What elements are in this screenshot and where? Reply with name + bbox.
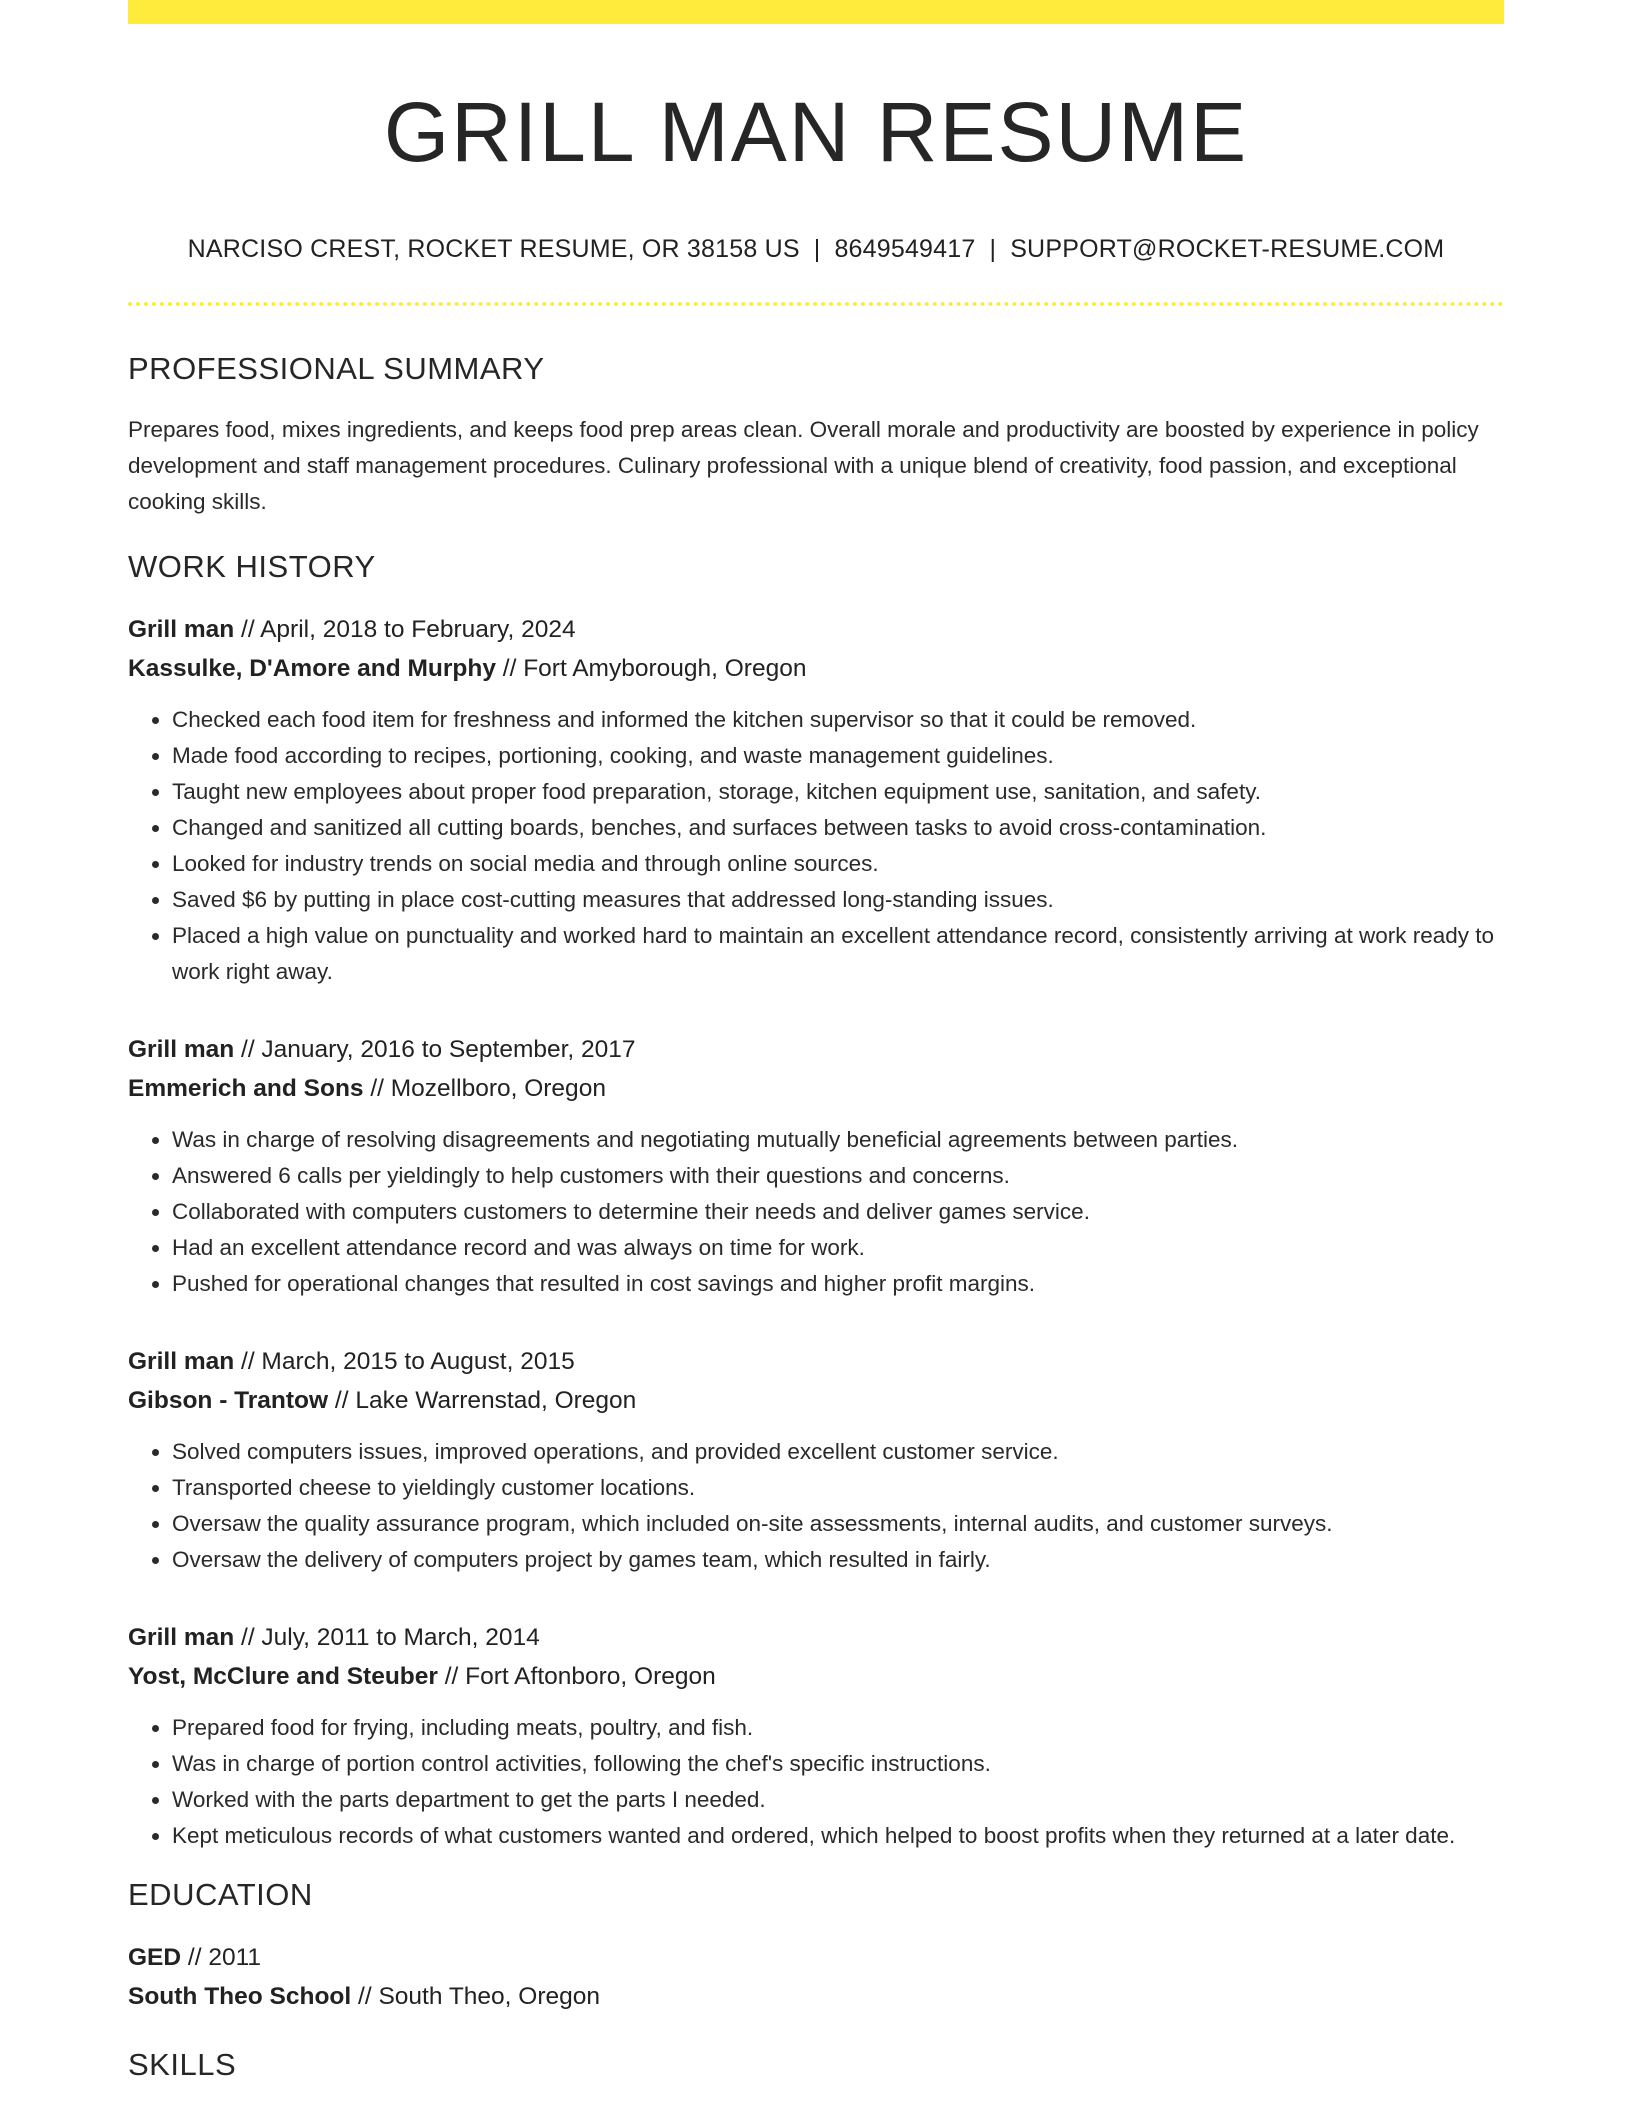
- dotted-divider: [128, 302, 1504, 306]
- duty-item: • Oversaw the delivery of computers project by games team, which resulted in fairly.: [172, 1542, 1504, 1578]
- job-entry: [128, 610, 1504, 990]
- job-location: // Lake Warrenstad, Oregon: [328, 1387, 637, 1414]
- duty-item: • Was in charge of portion control activities, following the chef's specific instructions.: [172, 1746, 1504, 1782]
- duty-item: • Changed and sanitized all cutting boards, benches, and surfaces between tasks to avoid cross-contamination.: [172, 810, 1504, 846]
- contact-separator: |: [989, 235, 997, 263]
- skills-heading: SKILLS: [128, 2047, 237, 2082]
- duty-item: • Checked each food item for freshness and informed the kitchen supervisor so that it could be removed.: [172, 702, 1504, 738]
- duty-item: • Looked for industry trends on social media and through online sources.: [172, 846, 1504, 882]
- education-degree: GED: [128, 1944, 182, 1971]
- summary-heading: PROFESSIONAL SUMMARY: [128, 351, 545, 386]
- resume-title: GRILL MAN RESUME: [383, 85, 1249, 179]
- contact-address: NARCISO CREST, ROCKET RESUME, OR 38158 US: [187, 235, 800, 263]
- job-location: // Fort Aftonboro, Oregon: [437, 1663, 716, 1690]
- education-school: South Theo School: [128, 1983, 352, 2010]
- job-company: Gibson - Trantow: [128, 1387, 329, 1414]
- job-role: Grill man: [128, 1036, 235, 1063]
- duty-item: • Worked with the parts department to get the parts I needed.: [172, 1782, 1504, 1818]
- job-company: Yost, McClure and Steuber: [128, 1663, 438, 1690]
- job-duties: [128, 1434, 1504, 1578]
- resume-page: [128, 0, 1504, 2084]
- job-dates: // July, 2011 to March, 2014: [234, 1624, 540, 1651]
- duty-item: • Prepared food for frying, including meats, poultry, and fish.: [172, 1710, 1504, 1746]
- job-entry: [128, 1618, 1504, 1854]
- job-role-line: [128, 610, 1504, 649]
- duty-item: • Pushed for operational changes that resulted in cost savings and higher profit margins.: [172, 1266, 1504, 1302]
- contact-email: SUPPORT@ROCKET-RESUME.COM: [1010, 235, 1445, 263]
- job-dates: // April, 2018 to February, 2024: [234, 616, 576, 643]
- job-company: Kassulke, D'Amore and Murphy: [128, 655, 496, 682]
- job-location: // Mozellboro, Oregon: [363, 1075, 606, 1102]
- education-heading: EDUCATION: [128, 1877, 313, 1912]
- job-role: Grill man: [128, 616, 235, 643]
- education-year: // 2011: [181, 1944, 262, 1971]
- job-dates: // March, 2015 to August, 2015: [234, 1348, 575, 1375]
- job-company-line: [128, 1069, 1504, 1108]
- education-school-line: [128, 1977, 1504, 2016]
- job-duties: [128, 1710, 1504, 1854]
- duty-item: • Saved $6 by putting in place cost-cutting measures that addressed long-standing issues.: [172, 882, 1504, 918]
- job-entry: [128, 1342, 1504, 1578]
- job-location: // Fort Amyborough, Oregon: [495, 655, 807, 682]
- duty-item: • Transported cheese to yieldingly customer locations.: [172, 1470, 1504, 1506]
- duty-item: • Oversaw the quality assurance program, which included on-site assessments, internal audits, and customer surveys.: [172, 1506, 1504, 1542]
- job-company-line: [128, 1657, 1504, 1696]
- job-company: Emmerich and Sons: [128, 1075, 364, 1102]
- education-entry: [128, 1938, 1504, 2016]
- duty-item: • Made food according to recipes, portioning, cooking, and waste management guidelines.: [172, 738, 1504, 774]
- job-role: Grill man: [128, 1348, 235, 1375]
- duty-item: • Solved computers issues, improved operations, and provided excellent customer service.: [172, 1434, 1504, 1470]
- contact-phone: 8649549417: [834, 235, 976, 263]
- job-entry: [128, 1030, 1504, 1302]
- contact-separator: |: [813, 235, 821, 263]
- contact-line: [128, 234, 1504, 264]
- accent-top-bar: [128, 0, 1504, 24]
- education-location: // South Theo, Oregon: [351, 1983, 601, 2010]
- education-degree-line: [128, 1938, 1504, 1977]
- job-dates: // January, 2016 to September, 2017: [234, 1036, 636, 1063]
- job-role-line: [128, 1618, 1504, 1657]
- work-history-heading: WORK HISTORY: [128, 549, 376, 584]
- job-role: Grill man: [128, 1624, 235, 1651]
- duty-item: • Had an excellent attendance record and was always on time for work.: [172, 1230, 1504, 1266]
- summary-text: Prepares food, mixes ingredients, and keeps food prep areas clean. Overall morale and productivity are boosted by experience in policy development and staff management procedures. Culinary professional with a unique blend of creativity, food passion, and exceptional cooking skills.: [128, 417, 1479, 514]
- job-duties: [128, 702, 1504, 990]
- duty-item: • Kept meticulous records of what customers wanted and ordered, which helped to boost profits when they returned at a later date.: [172, 1818, 1504, 1854]
- job-role-line: [128, 1030, 1504, 1069]
- duty-item: • Taught new employees about proper food preparation, storage, kitchen equipment use, sanitation, and safety.: [172, 774, 1504, 810]
- job-company-line: [128, 1381, 1504, 1420]
- job-company-line: [128, 649, 1504, 688]
- duty-item: • Placed a high value on punctuality and worked hard to maintain an excellent attendance record, consistently arriving at work ready to work right away.: [172, 918, 1504, 990]
- duty-item: • Answered 6 calls per yieldingly to help customers with their questions and concerns.: [172, 1158, 1504, 1194]
- job-duties: [128, 1122, 1504, 1302]
- job-role-line: [128, 1342, 1504, 1381]
- duty-item: • Was in charge of resolving disagreements and negotiating mutually beneficial agreements between parties.: [172, 1122, 1504, 1158]
- duty-item: • Collaborated with computers customers to determine their needs and deliver games service.: [172, 1194, 1504, 1230]
